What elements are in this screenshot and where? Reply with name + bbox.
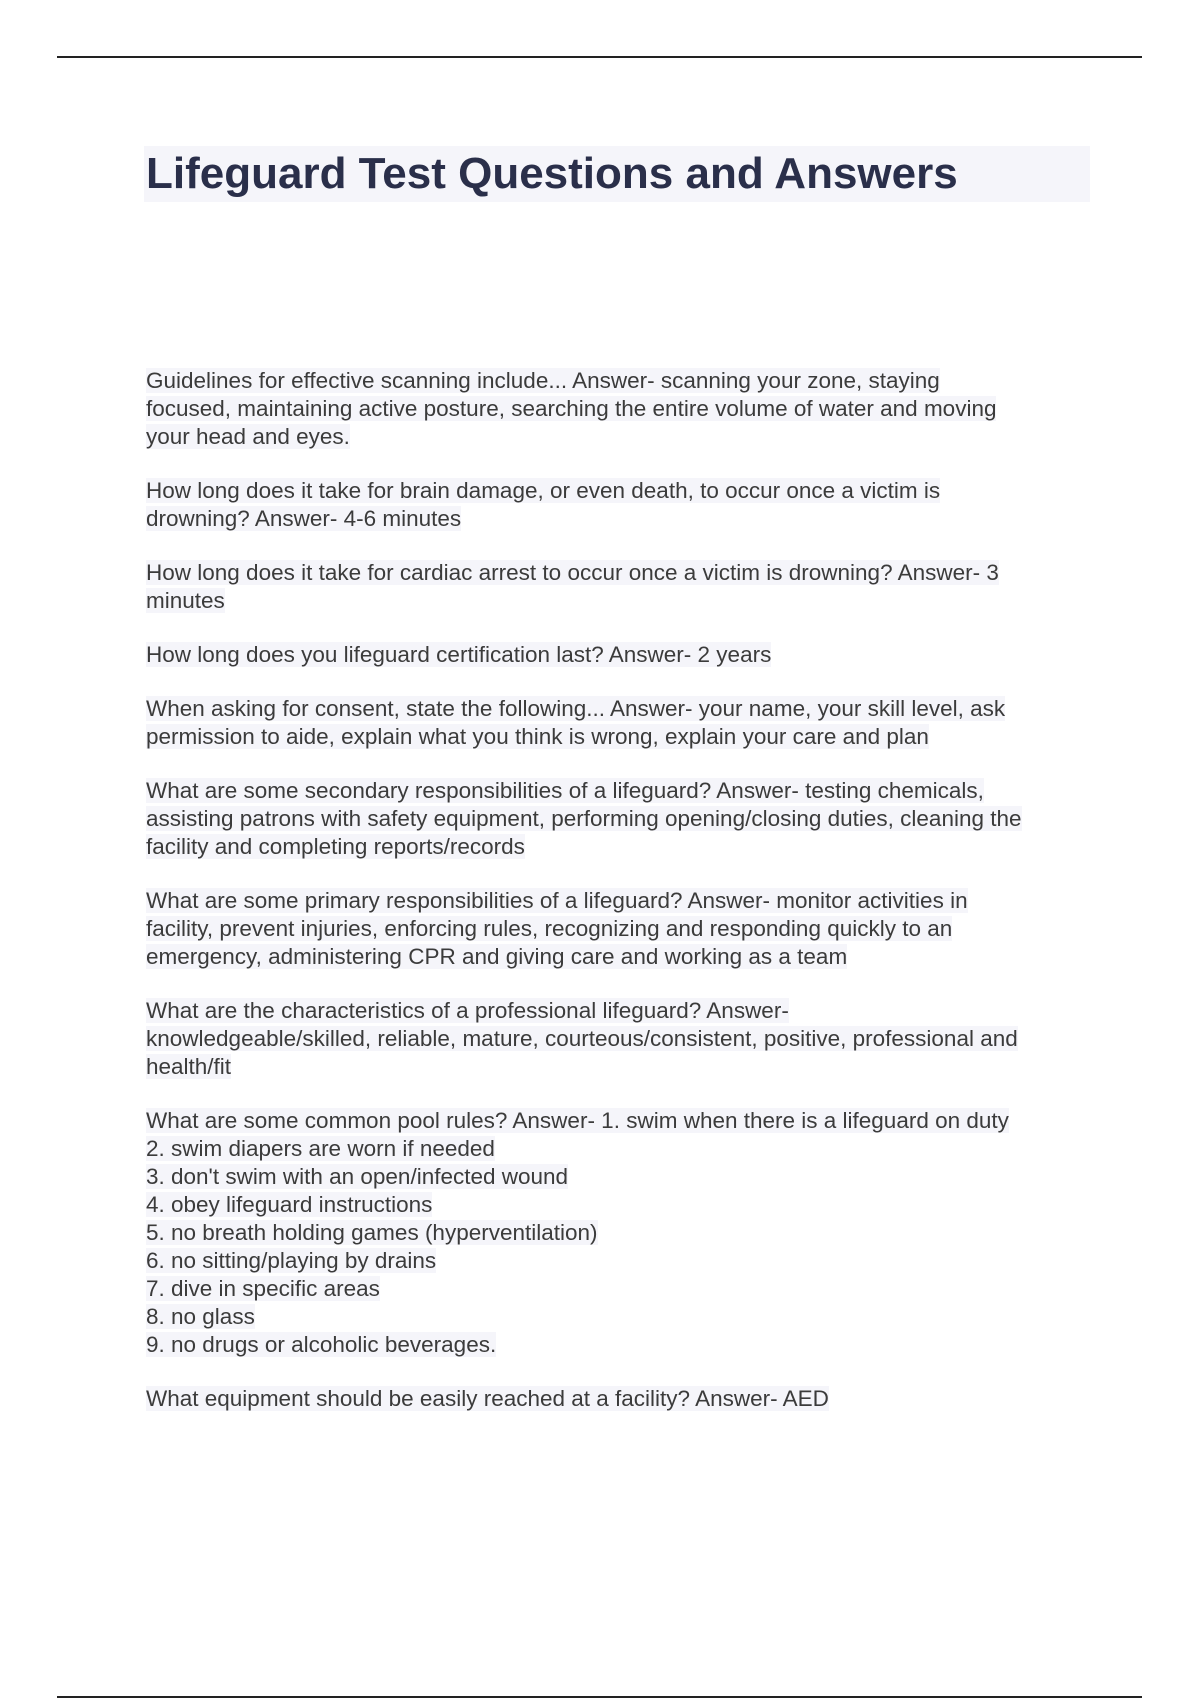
qa-line-text: What are the characteristics of a professional lifeguard? Answer-: [146, 998, 789, 1023]
qa-line-text: How long does it take for cardiac arrest to occur once a victim is drowning? Answer- 3: [146, 560, 999, 585]
qa-line-text: When asking for consent, state the following... Answer- your name, your skill level, ask: [146, 696, 1006, 721]
qa-line-text: What are some secondary responsibilities of a lifeguard? Answer- testing chemicals,: [146, 778, 984, 803]
qa-line-text: How long does it take for brain damage, or even death, to occur once a victim is: [146, 478, 941, 503]
qa-line: [146, 887, 1096, 915]
qa-line: [146, 367, 1096, 395]
qa-line: [146, 1303, 1096, 1331]
qa-line: [146, 1191, 1096, 1219]
qa-line: [146, 1275, 1096, 1303]
qa-line-text: your head and eyes.: [146, 424, 350, 449]
qa-line: [146, 723, 1096, 751]
qa-entry: [146, 1385, 1096, 1413]
qa-line-text: What are some common pool rules? Answer- 1. swim when there is a lifeguard on duty: [146, 1108, 1009, 1133]
qa-line: [146, 1135, 1096, 1163]
qa-line: [146, 1053, 1096, 1081]
qa-line: [146, 559, 1096, 587]
qa-entry: [146, 887, 1096, 971]
qa-line-text: emergency, administering CPR and giving care and working as a team: [146, 944, 848, 969]
footer-rule: [57, 1696, 1142, 1698]
qa-line-text: Guidelines for effective scanning include... Answer- scanning your zone, staying: [146, 368, 940, 393]
header-rule: [57, 56, 1142, 58]
qa-entry: [146, 695, 1096, 751]
qa-line: [146, 505, 1096, 533]
qa-line: [146, 395, 1096, 423]
qa-line-text: health/fit: [146, 1054, 232, 1079]
qa-line-text: knowledgeable/skilled, reliable, mature, courteous/consistent, positive, professional and: [146, 1026, 1018, 1051]
qa-entry: [146, 477, 1096, 533]
qa-line-text: 4. obey lifeguard instructions: [146, 1192, 433, 1217]
qa-line-text: 9. no drugs or alcoholic beverages.: [146, 1332, 497, 1357]
qa-line: [146, 943, 1096, 971]
qa-line-text: 8. no glass: [146, 1304, 255, 1329]
page-title: Lifeguard Test Questions and Answers: [146, 149, 958, 198]
qa-line-text: drowning? Answer- 4-6 minutes: [146, 506, 462, 531]
qa-entry: [146, 777, 1096, 861]
qa-line: [146, 641, 1096, 669]
qa-line-text: What equipment should be easily reached at a facility? Answer- AED: [146, 1386, 829, 1411]
qa-line-text: 7. dive in specific areas: [146, 1276, 380, 1301]
qa-line: [146, 805, 1096, 833]
qa-line: [146, 915, 1096, 943]
qa-line-text: focused, maintaining active posture, searching the entire volume of water and moving: [146, 396, 997, 421]
qa-line: [146, 587, 1096, 615]
qa-line-text: What are some primary responsibilities of a lifeguard? Answer- monitor activities in: [146, 888, 968, 913]
qa-line: [146, 477, 1096, 505]
qa-entry: [146, 367, 1096, 451]
qa-line: [146, 1025, 1096, 1053]
qa-line-text: How long does you lifeguard certification last? Answer- 2 years: [146, 642, 772, 667]
qa-line-text: minutes: [146, 588, 225, 613]
qa-entry: [146, 641, 1096, 669]
qa-line: [146, 1385, 1096, 1413]
qa-line: [146, 1219, 1096, 1247]
qa-line: [146, 695, 1096, 723]
qa-line-text: facility, prevent injuries, enforcing rules, recognizing and responding quickly to an: [146, 916, 953, 941]
qa-entry: [146, 1107, 1096, 1359]
qa-line: [146, 423, 1096, 451]
qa-line: [146, 997, 1096, 1025]
qa-line: [146, 833, 1096, 861]
qa-line: [146, 1107, 1096, 1135]
qa-line-text: 5. no breath holding games (hyperventilation): [146, 1220, 598, 1245]
qa-entry: [146, 559, 1096, 615]
qa-line: [146, 1331, 1096, 1359]
title-block: [144, 146, 1090, 202]
qa-line-text: assisting patrons with safety equipment, performing opening/closing duties, cleaning the: [146, 806, 1022, 831]
qa-line-text: 6. no sitting/playing by drains: [146, 1248, 437, 1273]
qa-line-text: facility and completing reports/records: [146, 834, 525, 859]
qa-entry: [146, 997, 1096, 1081]
qa-line-text: permission to aide, explain what you think is wrong, explain your care and plan: [146, 724, 929, 749]
qa-line-text: 2. swim diapers are worn if needed: [146, 1136, 495, 1161]
qa-line-text: 3. don't swim with an open/infected wound: [146, 1164, 569, 1189]
qa-line: [146, 1247, 1096, 1275]
qa-line: [146, 777, 1096, 805]
qa-line: [146, 1163, 1096, 1191]
qa-list: [146, 367, 1096, 1439]
